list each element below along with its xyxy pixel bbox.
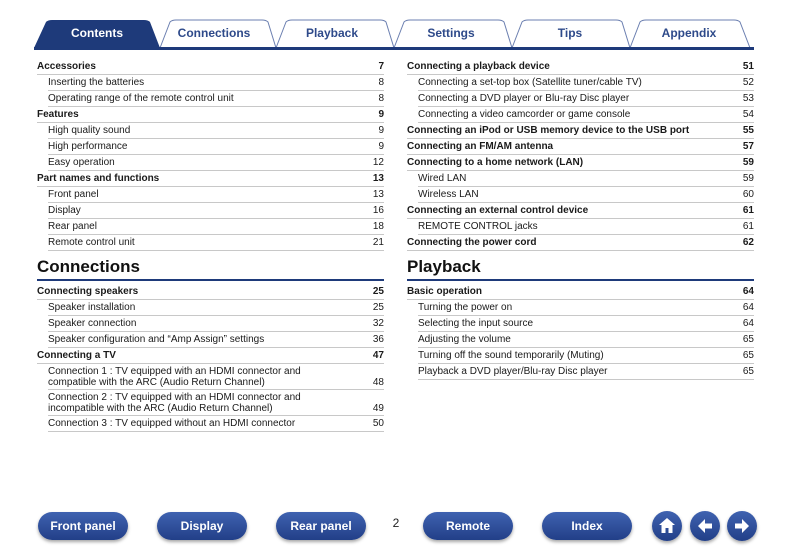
toc-entry[interactable] [418, 364, 754, 380]
toc-heading-entry[interactable] [37, 59, 384, 75]
display-button[interactable]: Display [157, 512, 247, 540]
toc-entry[interactable] [48, 364, 384, 390]
toc-entry-page: 55 [742, 124, 754, 136]
toc-entry-title: Turning the power on [418, 301, 513, 313]
toc-entry-page: 52 [742, 76, 754, 88]
toc-entry[interactable] [48, 187, 384, 203]
toc-entry-title: Wired LAN [418, 172, 467, 184]
toc-entry-title: REMOTE CONTROL jacks [418, 220, 538, 232]
toc-entry-title: Remote control unit [48, 236, 135, 248]
toc-entry-title: Inserting the batteries [48, 76, 145, 88]
toc-entry[interactable] [418, 219, 754, 235]
toc-entry-page: 62 [742, 236, 754, 248]
toc-entry-title: Front panel [48, 188, 99, 200]
toc-entry-title: Connecting a set-top box (Satellite tuner/cable TV) [418, 76, 642, 88]
toc-entry-title: Easy operation [48, 156, 115, 168]
toc-entry[interactable] [48, 316, 384, 332]
toc-entry[interactable] [418, 332, 754, 348]
toc-entry-page: 61 [742, 220, 754, 232]
toc-heading-entry[interactable] [407, 123, 754, 139]
toc-heading-entry[interactable] [37, 171, 384, 187]
toc-entry[interactable] [48, 416, 384, 432]
toc-left-column [37, 59, 384, 432]
toc-heading-entry[interactable] [407, 155, 754, 171]
toc-entry-page: 12 [372, 156, 384, 168]
toc-entry[interactable] [48, 203, 384, 219]
toc-entry-page: 21 [372, 236, 384, 248]
toc-entry-title: Speaker configuration and “Amp Assign” settings [48, 333, 265, 345]
toc-entry-page: 57 [742, 140, 754, 152]
toc-entry[interactable] [418, 171, 754, 187]
page-number: 2 [392, 516, 400, 530]
toc-entry-title: Display [48, 204, 81, 216]
toc-entry-page: 9 [378, 124, 384, 136]
toc-entry-page: 65 [742, 365, 754, 377]
toc-entry-page: 25 [372, 285, 384, 297]
toc-entry-title: Features [37, 108, 79, 120]
toc-entry-title: Connecting speakers [37, 285, 139, 297]
toc-entry-title: Playback a DVD player/Blu-ray Disc player [418, 365, 608, 377]
toc-entry-page: 60 [742, 188, 754, 200]
toc-entry-page: 61 [742, 204, 754, 216]
toc-entry-page: 53 [742, 92, 754, 104]
toc-entry[interactable] [48, 139, 384, 155]
toc-entry[interactable] [48, 91, 384, 107]
toc-entry-title: Connecting an iPod or USB memory device to the USB port [407, 124, 690, 136]
toc-entry-page: 54 [742, 108, 754, 120]
section-title-connections: Connections [37, 257, 384, 281]
tab-tips[interactable]: Tips [557, 26, 583, 40]
toc-entry-page: 9 [378, 140, 384, 152]
toc-entry-page: 51 [742, 60, 754, 72]
toc-entry-title: Rear panel [48, 220, 97, 232]
tab-contents[interactable]: Contents [71, 26, 123, 40]
toc-heading-entry[interactable] [37, 348, 384, 364]
toc-entry-page: 50 [372, 417, 384, 429]
toc-entry-title: Accessories [37, 60, 96, 72]
toc-entry-page: 13 [372, 188, 384, 200]
toc-entry-page: 36 [372, 333, 384, 345]
toc-entry[interactable] [48, 300, 384, 316]
back-button[interactable] [690, 511, 720, 541]
toc-entry-title: Speaker connection [48, 317, 137, 329]
toc-entry-title: Connecting to a home network (LAN) [407, 156, 584, 168]
toc-entry-title: Basic operation [407, 285, 483, 297]
tab-bar [0, 18, 791, 50]
toc-heading-entry[interactable] [407, 203, 754, 219]
toc-entry-title: Adjusting the volume [418, 333, 511, 345]
toc-entry-page: 8 [378, 92, 384, 104]
toc-entry-page: 48 [372, 376, 384, 388]
toc-entry[interactable] [418, 107, 754, 123]
tab-settings[interactable]: Settings [427, 26, 475, 40]
toc-entry-page: 25 [372, 301, 384, 313]
toc-entry-page: 64 [742, 301, 754, 313]
toc-entry-title: Wireless LAN [418, 188, 479, 200]
toc-entry[interactable] [418, 91, 754, 107]
toc-entry-title: Connection 2 : TV equipped with an HDMI connector and incompatible with the ARC (Audio Return Channel) [48, 391, 301, 414]
toc-right-column [407, 59, 754, 380]
toc-entry-title: Connection 3 : TV equipped without an HDMI connector [48, 417, 296, 429]
toc-entry[interactable] [48, 123, 384, 139]
toc-entry-title: Connection 1 : TV equipped with an HDMI connector and compatible with the ARC (Audio Return Channel) [48, 365, 301, 388]
toc-entry-page: 8 [378, 76, 384, 88]
toc-heading-entry[interactable] [407, 235, 754, 251]
toc-entry-title: Operating range of the remote control unit [48, 92, 234, 104]
toc-entry-page: 59 [742, 156, 754, 168]
index-button[interactable]: Index [542, 512, 632, 540]
forward-arrow-icon [732, 516, 752, 536]
toc-entry-page: 16 [372, 204, 384, 216]
tab-connections[interactable]: Connections [177, 26, 251, 40]
toc-entry-page: 49 [372, 402, 384, 414]
toc-entry-page: 32 [372, 317, 384, 329]
toc-entry-page: 18 [372, 220, 384, 232]
toc-entry-title: Connecting a TV [37, 349, 116, 361]
toc-entry-page: 59 [742, 172, 754, 184]
toc-entry-page: 9 [378, 108, 384, 120]
toc-entry-title: Connecting an FM/AM antenna [407, 140, 554, 152]
toc-entry[interactable] [48, 235, 384, 251]
toc-entry[interactable] [48, 155, 384, 171]
toc-entry-title: Selecting the input source [418, 317, 534, 329]
toc-entry-title: Speaker installation [48, 301, 136, 313]
rear-panel-button[interactable]: Rear panel [276, 512, 366, 540]
toc-entry-title: Connecting a playback device [407, 60, 550, 72]
home-button[interactable] [652, 511, 682, 541]
toc-entry[interactable] [48, 75, 384, 91]
toc-entry-page: 65 [742, 349, 754, 361]
tab-playback[interactable]: Playback [305, 26, 359, 40]
toc-entry-page: 65 [742, 333, 754, 345]
toc-heading-entry[interactable] [37, 284, 384, 300]
toc-entry-title: High quality sound [48, 124, 131, 136]
toc-entry-page: 7 [378, 60, 384, 72]
toc-entry-title: Connecting the power cord [407, 236, 537, 248]
toc-entry-page: 47 [372, 349, 384, 361]
toc-heading-entry[interactable] [407, 59, 754, 75]
toc-entry[interactable] [418, 300, 754, 316]
remote-button[interactable]: Remote [423, 512, 513, 540]
toc-entry[interactable] [48, 332, 384, 348]
toc-entry-page: 13 [372, 172, 384, 184]
toc-heading-entry[interactable] [407, 284, 754, 300]
toc-entry[interactable] [418, 348, 754, 364]
toc-entry-page: 64 [742, 317, 754, 329]
toc-entry-page: 64 [742, 285, 754, 297]
tab-appendix[interactable]: Appendix [661, 26, 717, 40]
toc-entry-title: Connecting an external control device [407, 204, 589, 216]
toc-entry[interactable] [48, 219, 384, 235]
toc-entry[interactable] [418, 187, 754, 203]
home-icon [657, 516, 677, 536]
toc-entry-title: Turning off the sound temporarily (Muting) [418, 349, 604, 361]
toc-entry[interactable] [418, 316, 754, 332]
toc-entry-title: High performance [48, 140, 128, 152]
toc-heading-entry[interactable] [407, 139, 754, 155]
toc-entry[interactable] [418, 75, 754, 91]
toc-entry[interactable] [48, 390, 384, 416]
section-title-playback: Playback [407, 257, 754, 281]
toc-heading-entry[interactable] [37, 107, 384, 123]
forward-button[interactable] [727, 511, 757, 541]
toc-entry-title: Connecting a DVD player or Blu-ray Disc player [418, 92, 630, 104]
back-arrow-icon [695, 516, 715, 536]
toc-entry-title: Connecting a video camcorder or game console [418, 108, 631, 120]
tab-underline [34, 47, 754, 50]
toc-entry-title: Part names and functions [37, 172, 160, 184]
front-panel-button[interactable]: Front panel [38, 512, 128, 540]
